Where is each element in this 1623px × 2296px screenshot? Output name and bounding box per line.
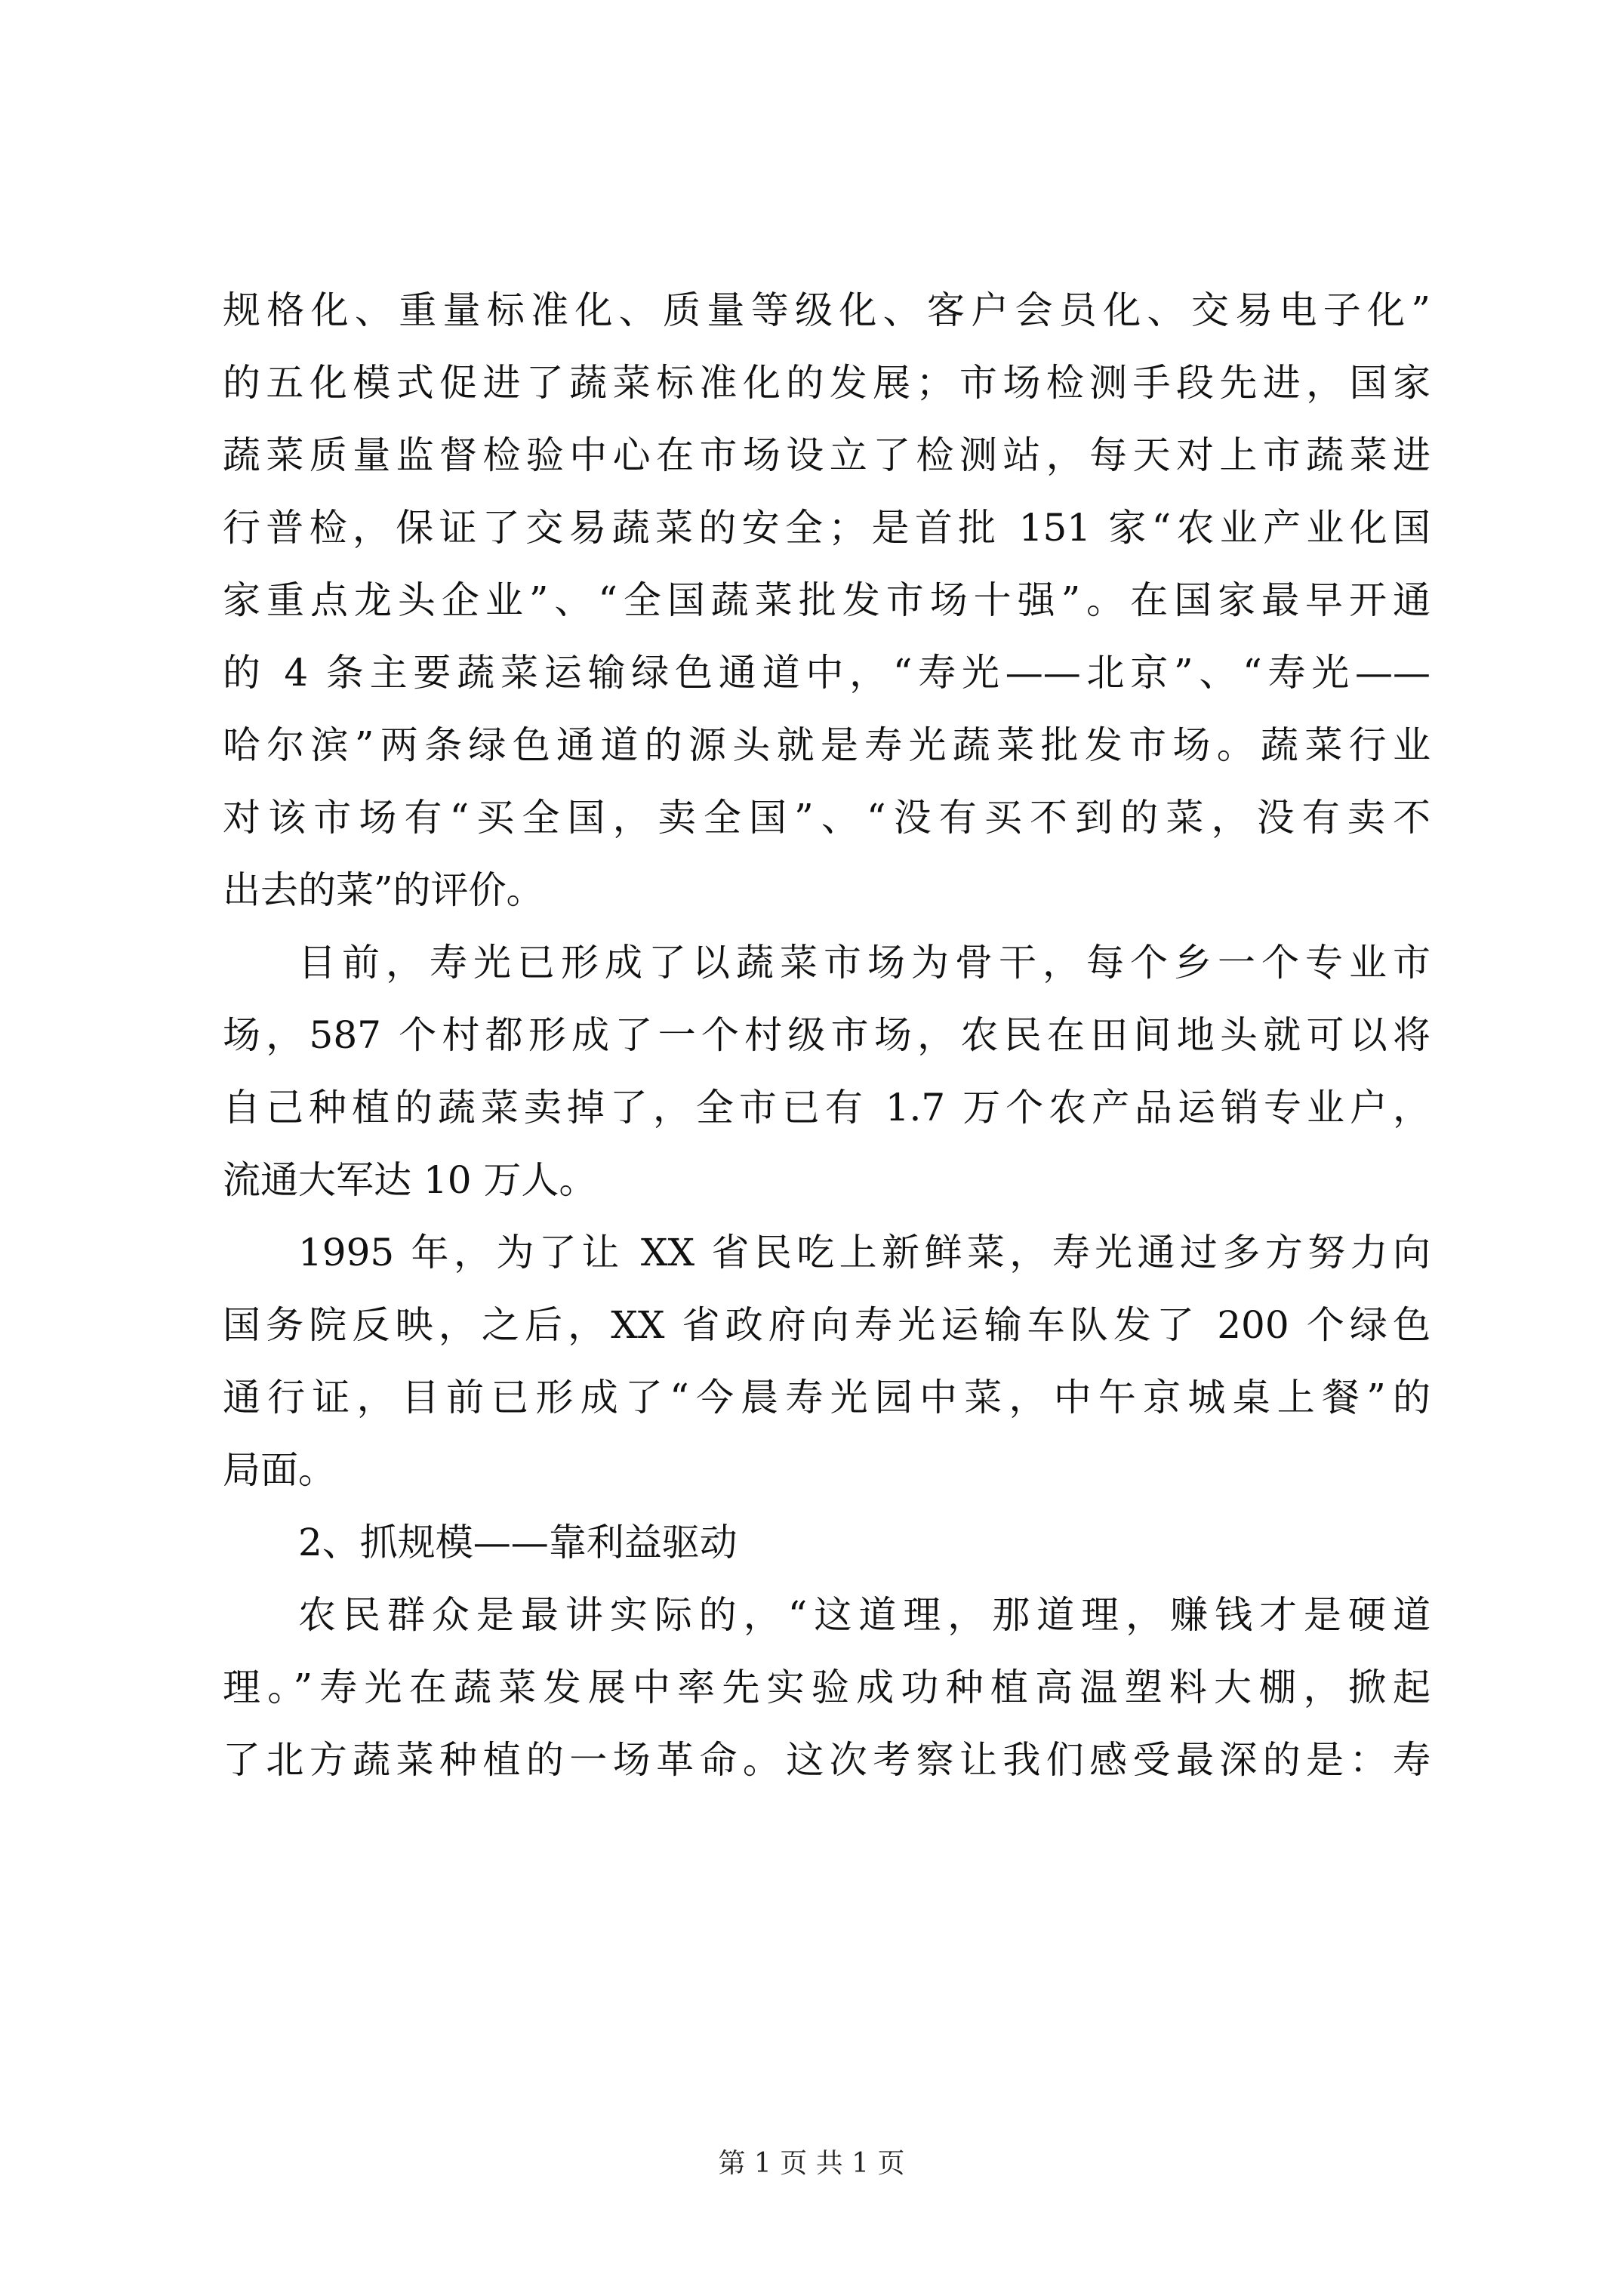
text-line: 哈尔滨”两条绿色通道的源头就是寿光蔬菜批发市场。蔬菜行业 [223,723,1431,767]
text-line: 局面。 [223,1448,336,1492]
text-line: 理。”寿光在蔬菜发展中率先实验成功种植高温塑料大棚，掀起 [223,1666,1431,1709]
text-line: 对该市场有“买全国，卖全国”、“没有买不到的菜，没有卖不 [223,796,1431,840]
section-heading: 2、抓规模——靠利益驱动 [298,1521,738,1564]
text-line: 行普检，保证了交易蔬菜的安全；是首批 151 家“农业产业化国 [223,506,1431,550]
text-line: 通行证，目前已形成了“今晨寿光园中菜，中午京城桌上餐”的 [223,1376,1431,1419]
paragraph-first-line: 1995 年，为了让 XX 省民吃上新鲜菜，寿光通过多方努力向 [298,1231,1431,1274]
document-body [223,274,1431,1796]
text-line: 蔬菜质量监督检验中心在市场设立了检测站，每天对上市蔬菜进 [223,433,1431,477]
paragraph-first-line: 目前，寿光已形成了以蔬菜市场为骨干，每个乡一个专业市 [298,941,1431,985]
text-line: 规格化、重量标准化、质量等级化、客户会员化、交易电子化” [223,288,1431,332]
text-line: 的五化模式促进了蔬菜标准化的发展；市场检测手段先进，国家 [223,361,1431,405]
paragraph-first-line: 农民群众是最讲实际的，“这道理，那道理，赚钱才是硬道 [298,1593,1431,1637]
text-line: 场，587 个村都形成了一个村级市场，农民在田间地头就可以将 [223,1013,1431,1057]
text-line: 国务院反映，之后，XX 省政府向寿光运输车队发了 200 个绿色 [223,1303,1431,1347]
text-line: 了北方蔬菜种植的一场革命。这次考察让我们感受最深的是：寿 [223,1738,1431,1782]
text-line: 家重点龙头企业”、“全国蔬菜批发市场十强”。在国家最早开通 [223,578,1431,622]
text-line: 流通大军达 10 万人。 [223,1158,597,1202]
text-line: 的 4 条主要蔬菜运输绿色通道中，“寿光——北京”、“寿光—— [223,651,1431,695]
text-line: 出去的菜”的评价。 [223,868,544,912]
page-footer: 第 1 页 共 1 页 [718,2148,905,2179]
text-line: 自己种植的蔬菜卖掉了，全市已有 1.7 万个农产品运销专业户， [223,1086,1431,1130]
